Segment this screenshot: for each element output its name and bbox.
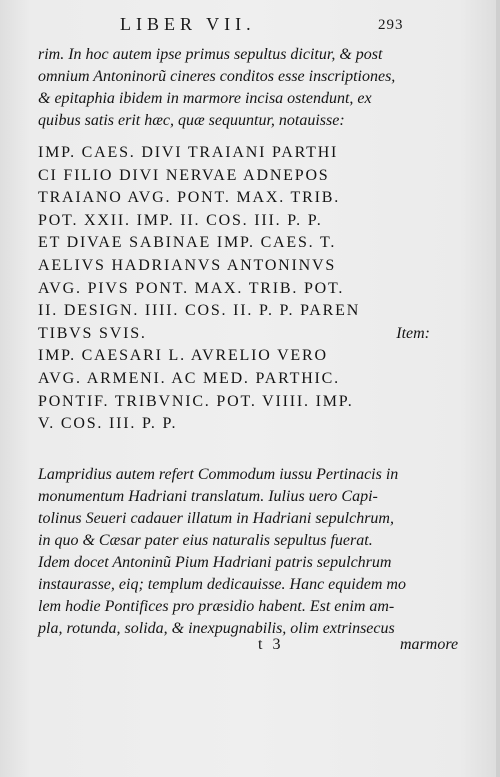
inscription-line: [38, 391, 474, 414]
item-cue: Item:: [396, 324, 430, 342]
inscription-text: CI FILIO DIVI NERVAE ADNEPOS: [38, 166, 330, 184]
intro-paragraph: [38, 44, 482, 132]
inscription-text: AELIVS HADRIANVS ANTONINVS: [38, 256, 337, 274]
text-line: tolinus Seueri cadauer illatum in Hadriani sepulchrum,: [38, 510, 394, 527]
text-line: monumentum Hadriani translatum. Iulius uero Capi-: [38, 488, 378, 505]
page-footer: [0, 636, 500, 658]
latin-inscription: [38, 142, 474, 436]
inscription-line: [38, 187, 474, 210]
page-number: 293: [378, 17, 404, 33]
catchword: marmore: [400, 636, 459, 653]
page-header: [0, 14, 500, 40]
text-line: pla, rotunda, solida, & inexpugnabilis, olim extrinsecus: [38, 620, 395, 637]
inscription-text: TIBVS SVIS.: [38, 324, 147, 342]
inscription-line: [38, 255, 474, 278]
inscription-text: V. COS. III. P. P.: [38, 415, 178, 433]
inscription-line: [38, 413, 474, 436]
inscription-text: PONTIF. TRIBVNIC. POT. VIIII. IMP.: [38, 392, 354, 410]
running-head: LIBER VII.: [120, 14, 256, 34]
text-line: Idem docet Antoninũ Pium Hadriani patris sepulchrum: [38, 554, 392, 571]
inscription-text: TRAIANO AVG. PONT. MAX. TRIB.: [38, 189, 340, 207]
text-line: in quo & Cæsar pater eius naturalis sepultus fuerat.: [38, 532, 373, 549]
text-line: quibus satis erit hæc, quæ sequuntur, notauisse:: [38, 112, 345, 129]
inscription-line: [38, 142, 474, 165]
inscription-line: [38, 278, 474, 301]
text-line: Lampridius autem refert Commodum iussu Pertinacis in: [38, 466, 399, 483]
inscription-line: [38, 165, 474, 188]
inscription-text: II. DESIGN. IIII. COS. II. P. P. PAREN: [38, 302, 361, 320]
page-edge-shadow: [496, 0, 500, 777]
inscription-line: [38, 210, 474, 233]
text-line: omnium Antoninorũ cineres conditos esse inscriptiones,: [38, 68, 396, 85]
inscription-text: IMP. CAES. DIVI TRAIANI PARTHI: [38, 144, 339, 161]
text-line: instaurasse, eiq; templum dedicauisse. Hanc equidem mo: [38, 576, 406, 593]
inscription-text: ET DIVAE SABINAE IMP. CAES. T.: [38, 234, 337, 252]
inscription-text: AVG. PIVS PONT. MAX. TRIB. POT.: [38, 279, 345, 297]
inscription-line: [38, 323, 474, 346]
inscription-line: [38, 368, 474, 391]
body-paragraph: [38, 464, 482, 640]
signature-mark: t 3: [258, 636, 284, 653]
inscription-text: AVG. ARMENI. AC MED. PARTHIC.: [38, 369, 340, 387]
inscription-text: POT. XXII. IMP. II. COS. III. P. P.: [38, 211, 323, 229]
text-line: & epitaphia ibidem in marmore incisa ostendunt, ex: [38, 90, 372, 107]
inscription-line: [38, 300, 474, 323]
text-line: lem hodie Pontifices pro præsidio habent. Est enim am-: [38, 598, 395, 615]
inscription-line: [38, 232, 474, 255]
inscription-line: [38, 345, 474, 368]
inscription-text: IMP. CAESARI L. AVRELIO VERO: [38, 347, 328, 365]
text-line: rim. In hoc autem ipse primus sepultus dicitur, & post: [38, 46, 383, 63]
